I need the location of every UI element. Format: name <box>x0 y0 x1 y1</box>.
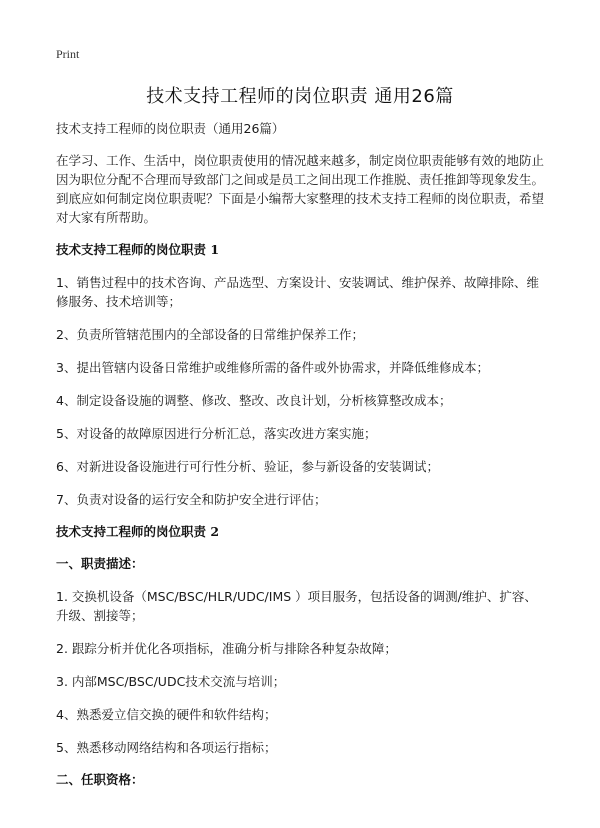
section-1-heading: 技术支持工程师的岗位职责 1 <box>56 242 220 257</box>
document-subtitle: 技术支持工程师的岗位职责（通用26篇） <box>56 121 285 136</box>
section-2-item: 4、熟悉爱立信交换的硬件和软件结构； <box>56 707 277 722</box>
section-2-item: 1. 交换机设备（MSC/BSC/HLR/UDC/IMS ）项目服务，包括设备的调测/维护、扩容、升级、割接等； <box>56 589 537 623</box>
section-2-item: 5、熟悉移动网络结构和各项运行指标； <box>56 740 277 755</box>
section-1-item: 7、负责对设备的运行安全和防护安全进行评估； <box>56 492 327 507</box>
intro-paragraph: 在学习、工作、生活中，岗位职责使用的情况越来越多，制定岗位职责能够有效的地防止因为职位分配不合理而导致部门之间或是员工之间出现工作推脱、责任推卸等现象发生。到底应如何制定岗位职责呢？下面是小编帮大家整理的技术支持工程师的岗位职责，希望对大家有所帮助。 <box>56 153 544 225</box>
document-body <box>56 120 544 803</box>
section-1-item: 2、负责所管辖范围内的全部设备的日常维护保养工作； <box>56 327 364 342</box>
section-1-item: 4、制定设备设施的调整、修改、整改、改良计划，分析核算整改成本； <box>56 393 452 408</box>
qualifications-heading: 二、任职资格： <box>56 772 144 787</box>
duties-heading: 一、职责描述： <box>56 556 144 571</box>
section-1-item: 1、销售过程中的技术咨询、产品选型、方案设计、安装调试、维护保养、故障排除、维修服务、技术培训等； <box>56 275 539 309</box>
section-2-item: 3. 内部MSC/BSC/UDC技术交流与培训； <box>56 674 286 689</box>
print-label[interactable]: Print <box>56 47 80 61</box>
section-2-heading: 技术支持工程师的岗位职责 2 <box>56 524 220 539</box>
page-title: 技术支持工程师的岗位职责 通用26篇 <box>146 86 454 107</box>
section-1-item: 6、对新进设备设施进行可行性分析、验证，参与新设备的安装调试； <box>56 459 439 474</box>
section-1-item: 5、对设备的故障原因进行分析汇总，落实改进方案实施； <box>56 426 377 441</box>
section-2-item: 2. 跟踪分析并优化各项指标，准确分析与排除各种复杂故障； <box>56 641 397 656</box>
section-1-item: 3、提出管辖内设备日常维护或维修所需的备件或外协需求，并降低维修成本； <box>56 360 489 375</box>
